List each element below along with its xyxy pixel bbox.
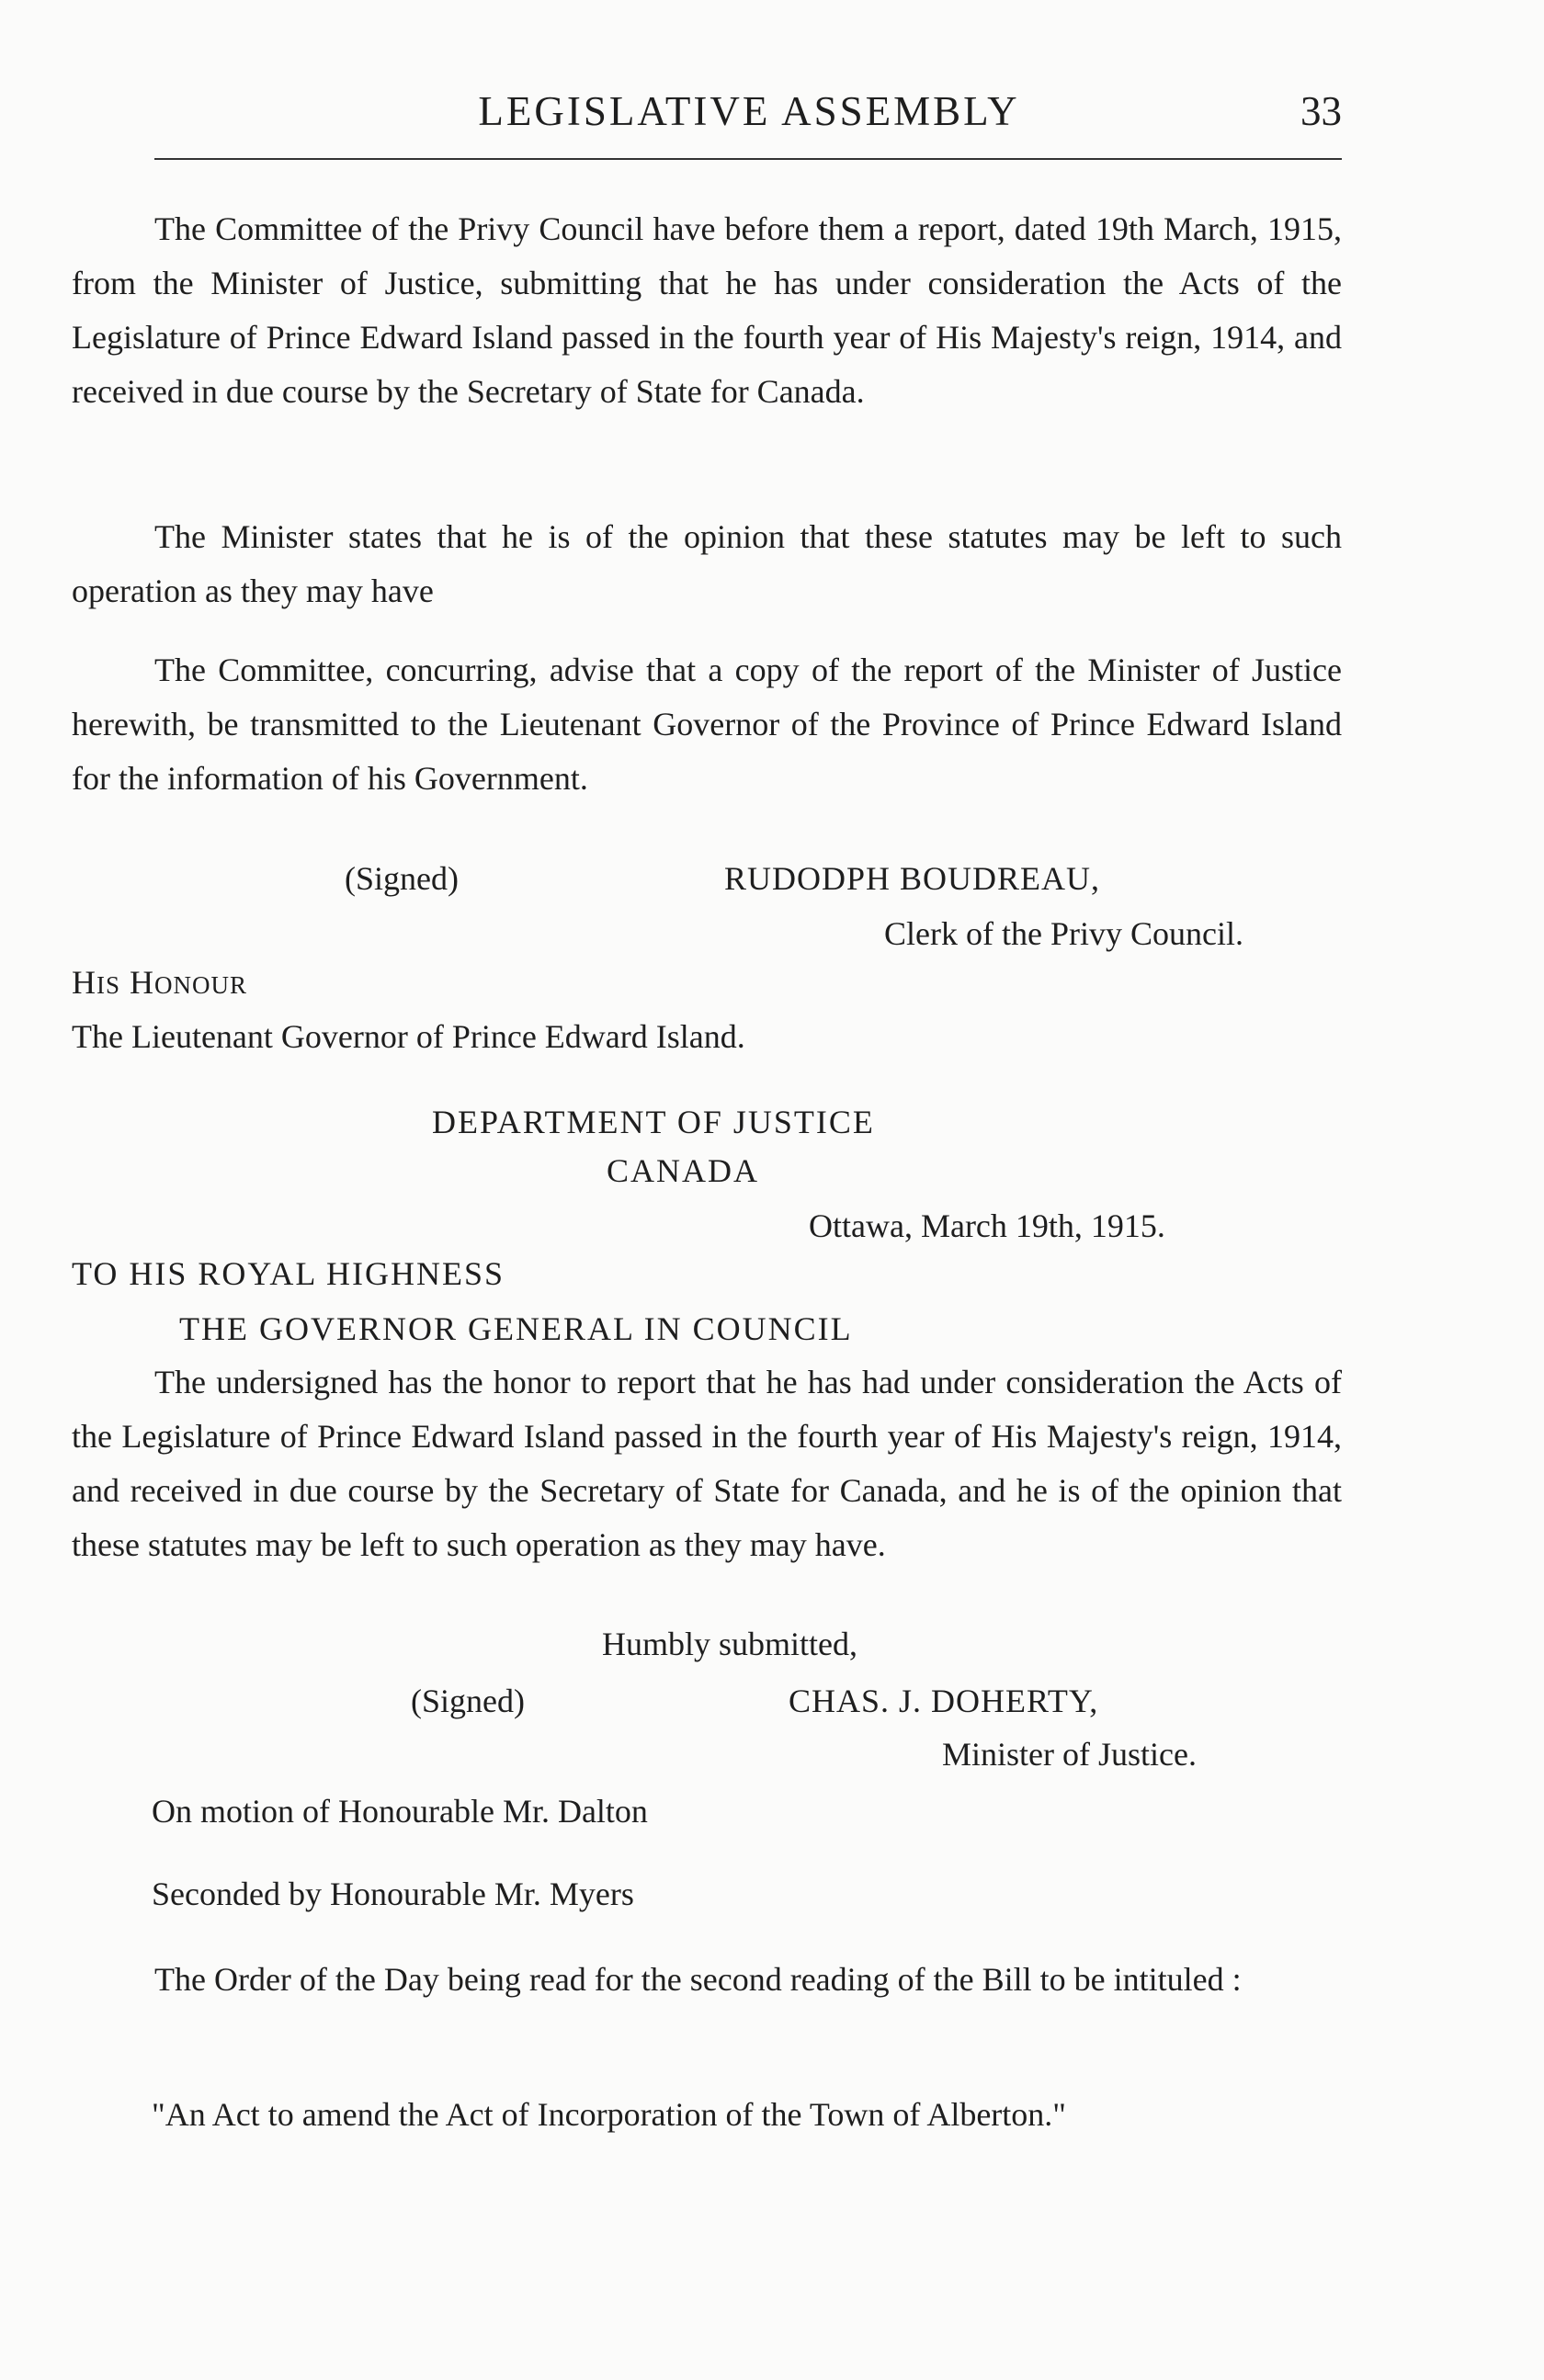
signed-label: (Signed) [345,860,459,897]
running-title: LEGISLATIVE ASSEMBLY [478,88,1020,134]
addressee-line-1 [72,963,247,1002]
small-cap-initial: H [130,964,155,1001]
council-line: THE GOVERNOR GENERAL IN COUNCIL [179,1310,853,1347]
page-header [156,87,1342,142]
privy-council-paragraph-2 [72,510,1342,618]
paragraph-text: The Committee of the Privy Council have before them a report, dated 19th March, 1915, from the Minister of Justice, submitting that he has under consideration the Acts of the Legislature of Prince Edward Island passed in the fourth year of His Majesty's reign, 1914, and received in due course by the Secretary of State for Canada. [72,210,1342,410]
country-heading: CANADA [607,1152,760,1189]
paragraph-text: The Order of the Day being read for the second reading of the Bill to be intituled : [154,1961,1242,1998]
signatory-title: Minister of Justice. [942,1736,1197,1773]
department-heading: DEPARTMENT OF JUSTICE [432,1104,875,1140]
justice-report-body [72,1355,1342,1572]
signatory-name: RUDODPH BOUDREAU, [724,860,1101,897]
order-of-day-paragraph [72,1953,1342,2007]
signed-label: (Signed) [411,1683,525,1719]
privy-council-paragraph-1 [72,202,1342,419]
salutation-line: TO HIS ROYAL HIGHNESS [72,1255,505,1292]
small-cap-initial: H [72,964,96,1001]
bill-title: "An Act to amend the Act of Incorporation of the Town of Alberton." [152,2096,1066,2133]
page-number: 33 [1300,88,1342,134]
closing-line: Humbly submitted, [602,1626,857,1662]
small-cap-rest: IS [96,971,121,999]
signatory-name: CHAS. J. DOHERTY, [789,1683,1099,1719]
motion-line: On motion of Honourable Mr. Dalton [152,1793,648,1830]
paragraph-text: The undersigned has the honor to report that he has had under consideration the Acts of the Legislature of Prince Edward Island passed in the fourth year of His Majesty's reign, 1914, and received in due course by the Secretary of State for Canada, and he is of the opinion that these statutes may be left to such operation as they may have. [72,1364,1342,1563]
privy-council-paragraph-3 [72,643,1342,806]
paragraph-text: The Committee, concurring, advise that a copy of the report of the Minister of Justice herewith, be transmitted to the Lieutenant Governor of the Province of Prince Edward Island for the information of his Government. [72,652,1342,797]
signatory-title: Clerk of the Privy Council. [884,915,1243,952]
paragraph-text: The Minister states that he is of the opinion that these statutes may be left to such operation as they may have [72,518,1342,609]
header-rule [154,158,1342,160]
place-and-date: Ottawa, March 19th, 1915. [809,1207,1165,1244]
small-cap-rest: ONOUR [154,971,248,999]
addressee-line-2: The Lieutenant Governor of Prince Edward Island. [72,1018,745,1055]
seconded-line: Seconded by Honourable Mr. Myers [152,1876,634,1912]
